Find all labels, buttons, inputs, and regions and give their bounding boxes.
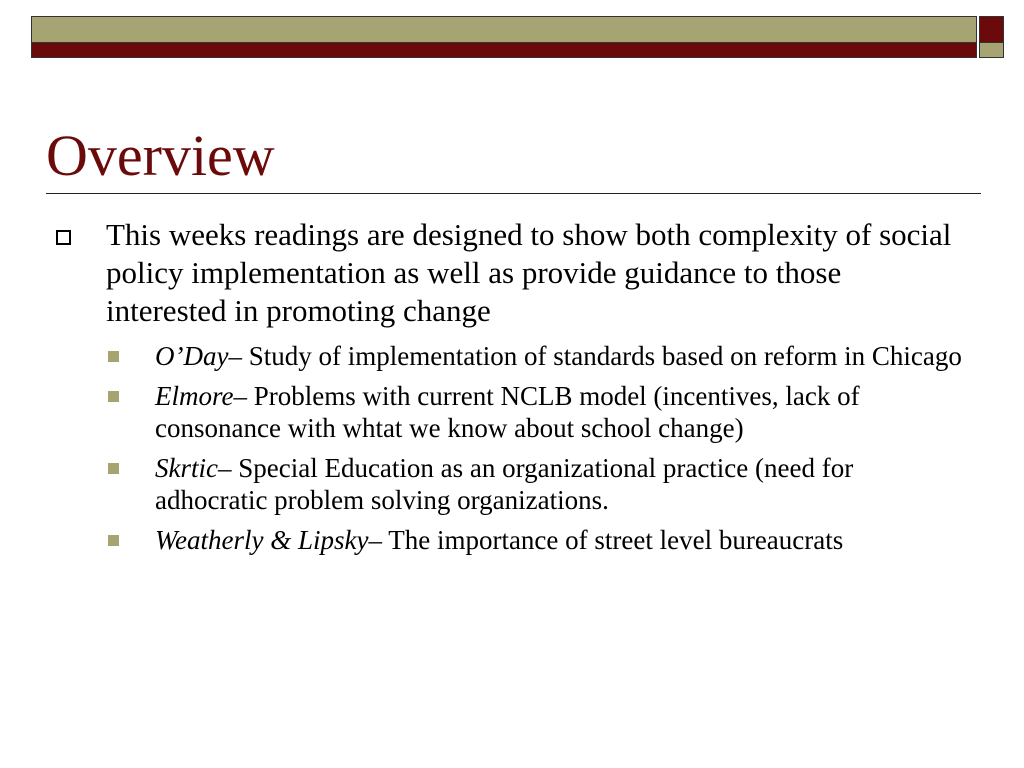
- slide-body: [52, 216, 962, 564]
- sub-bullet-item: [52, 380, 962, 444]
- header-bar-maroon: [31, 43, 977, 58]
- header-square-maroon: [979, 16, 1004, 43]
- filled-square-bullet-icon: [108, 463, 119, 474]
- sub-bullet-author: Elmore: [155, 381, 234, 411]
- title-divider: [46, 193, 981, 194]
- filled-square-bullet-icon: [108, 535, 119, 546]
- sub-bullet-item: [52, 452, 962, 516]
- header-square-olive: [979, 43, 1004, 58]
- sub-bullet-item: [52, 340, 962, 372]
- sub-bullet-text: – The importance of street level bureaucrats: [368, 525, 844, 555]
- main-bullet-item: [52, 216, 962, 330]
- hollow-square-bullet-icon: [56, 230, 71, 245]
- sub-bullet-author: Skrtic: [155, 453, 218, 483]
- sub-bullet-author: Weatherly & Lipsky: [155, 525, 369, 555]
- sub-bullet-text: – Problems with current NCLB model (incentives, lack of consonance with whtat we know about school change): [155, 381, 860, 443]
- slide-title: Overview: [46, 123, 275, 188]
- sub-bullet-author: O’Day: [155, 341, 229, 371]
- sub-bullet-list: [52, 340, 962, 556]
- sub-bullet-text: – Study of implementation of standards based on reform in Chicago: [228, 341, 962, 371]
- filled-square-bullet-icon: [108, 351, 119, 362]
- main-bullet-text: This weeks readings are designed to show both complexity of social policy implementation as well as provide guidance to those interested in promoting change: [106, 217, 952, 328]
- filled-square-bullet-icon: [108, 391, 119, 402]
- sub-bullet-item: [52, 524, 962, 556]
- sub-bullet-text: – Special Education as an organizational practice (need for adhocratic problem solving organizations.: [155, 453, 854, 515]
- header-bar-olive: [31, 16, 977, 43]
